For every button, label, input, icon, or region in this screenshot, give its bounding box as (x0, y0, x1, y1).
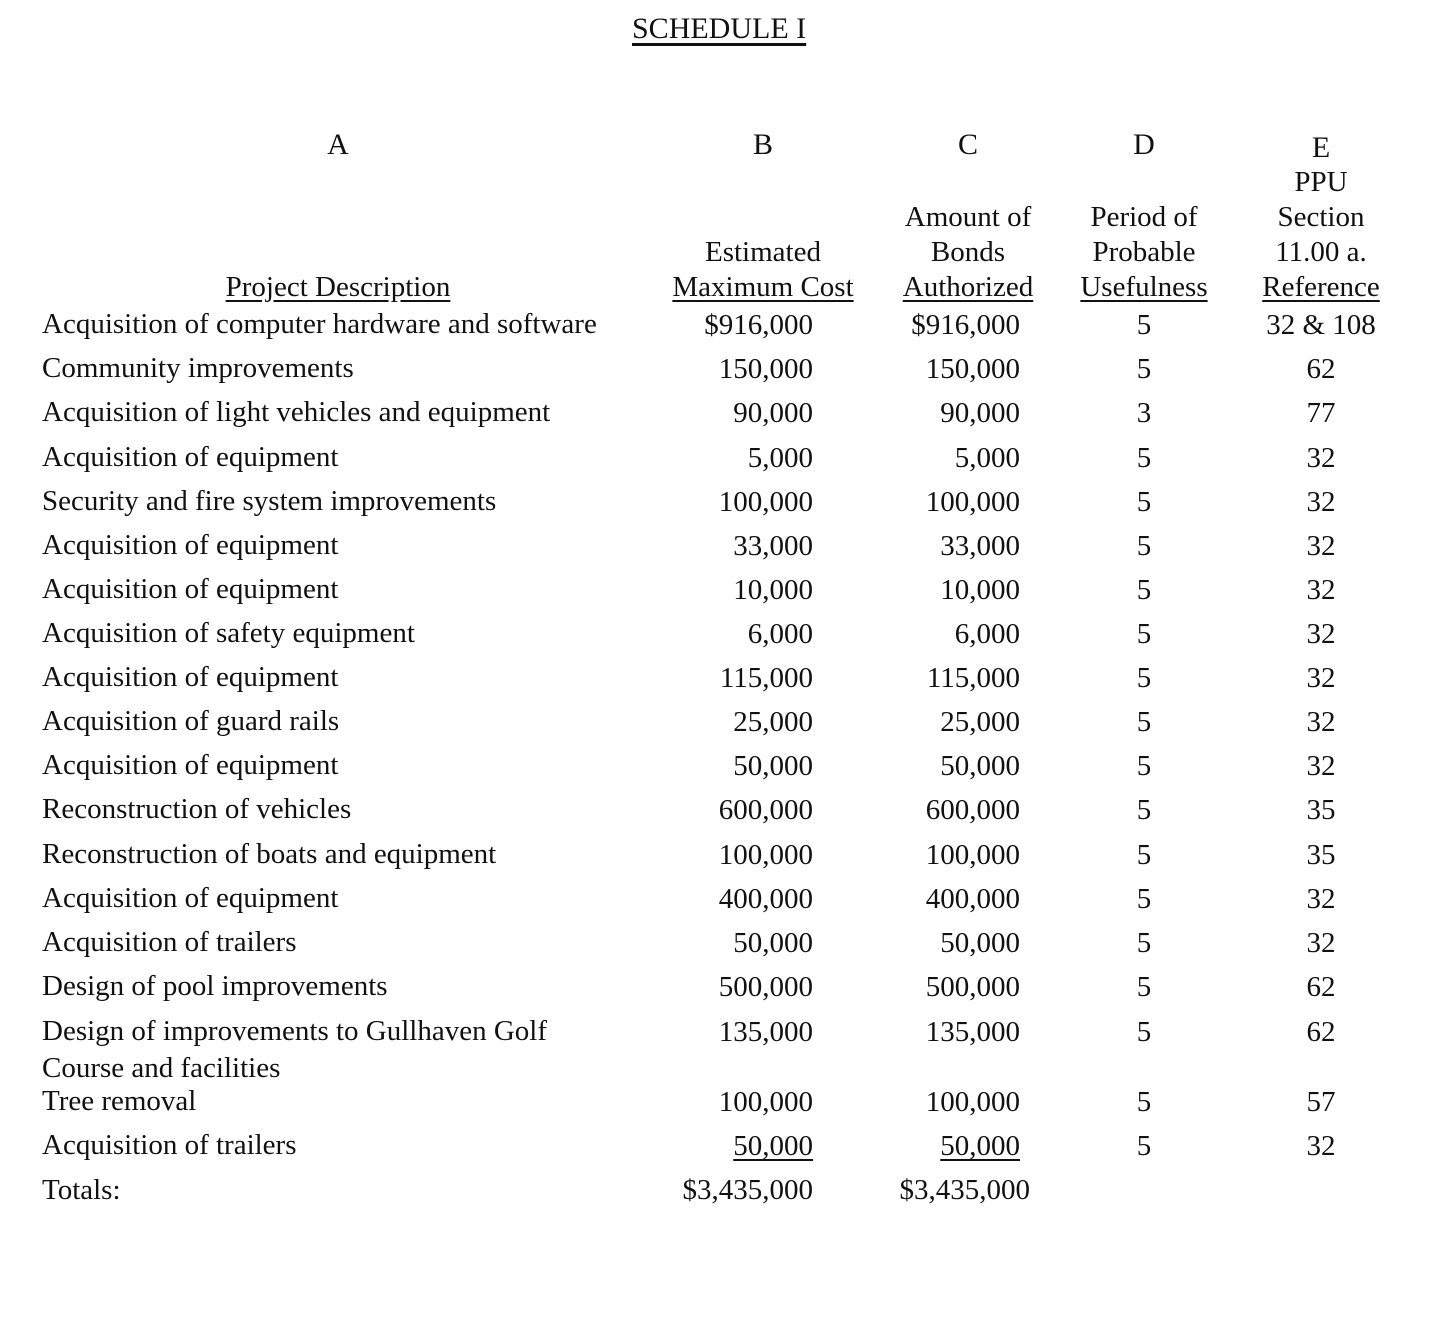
row-estimated-max-cost: 100,000 (718, 486, 813, 518)
row-estimated-max-cost: 6,000 (747, 618, 813, 650)
page-title: SCHEDULE I (632, 12, 807, 45)
row-bonds-authorized: 5,000 (954, 442, 1020, 474)
row-bonds-authorized: 150,000 (925, 353, 1020, 385)
row-description: Acquisition of equipment (42, 882, 339, 914)
row-estimated-max-cost: 33,000 (733, 530, 813, 562)
row-ppu-reference: 32 (1306, 750, 1336, 782)
row-ppu-reference: 32 & 108 (1266, 309, 1376, 341)
row-period-of-usefulness: 5 (1136, 574, 1152, 606)
row-period-of-usefulness: 5 (1136, 530, 1152, 562)
row-bonds-authorized: 50,000 (940, 927, 1020, 959)
column-letter-a: A (327, 128, 349, 161)
header-estimated-line1: Estimated (705, 236, 821, 268)
row-estimated-max-cost: 50,000 (733, 927, 813, 959)
row-bonds-authorized: 50,000 (940, 1130, 1020, 1162)
row-description: Acquisition of equipment (42, 661, 339, 693)
row-period-of-usefulness: 5 (1136, 662, 1152, 694)
row-period-of-usefulness: 5 (1136, 486, 1152, 518)
row-period-of-usefulness: 5 (1136, 1130, 1152, 1162)
totals-estimated-max-cost: $3,435,000 (682, 1174, 813, 1206)
row-description: Acquisition of equipment (42, 529, 339, 561)
row-estimated-max-cost: 500,000 (718, 971, 813, 1003)
row-ppu-reference: 32 (1306, 927, 1336, 959)
row-period-of-usefulness: 5 (1136, 618, 1152, 650)
row-period-of-usefulness: 5 (1136, 794, 1152, 826)
row-period-of-usefulness: 5 (1136, 706, 1152, 738)
header-bonds: Bonds (930, 236, 1006, 268)
row-period-of-usefulness: 5 (1136, 1086, 1152, 1118)
row-bonds-authorized: 400,000 (925, 883, 1020, 915)
row-ppu-reference: 57 (1306, 1086, 1336, 1118)
row-description: Reconstruction of boats and equipment (42, 838, 497, 870)
row-ppu-reference: 32 (1306, 574, 1336, 606)
row-estimated-max-cost: 10,000 (733, 574, 813, 606)
row-bonds-authorized: 600,000 (925, 794, 1020, 826)
row-period-of-usefulness: 5 (1136, 353, 1152, 385)
row-bonds-authorized: $916,000 (911, 309, 1020, 341)
row-ppu-reference: 32 (1306, 530, 1336, 562)
row-description: Acquisition of guard rails (42, 705, 340, 737)
row-estimated-max-cost: 100,000 (718, 1086, 813, 1118)
row-ppu-reference: 35 (1306, 794, 1336, 826)
row-ppu-reference: 32 (1306, 1130, 1336, 1162)
row-bonds-authorized: 115,000 (926, 662, 1020, 694)
row-bonds-authorized: 100,000 (925, 486, 1020, 518)
row-period-of-usefulness: 5 (1136, 971, 1152, 1003)
row-description: Acquisition of safety equipment (42, 617, 415, 649)
row-description: Acquisition of light vehicles and equipment (42, 396, 551, 428)
row-ppu-reference: 32 (1306, 618, 1336, 650)
row-ppu-reference: 32 (1306, 486, 1336, 518)
row-estimated-max-cost: 25,000 (733, 706, 813, 738)
row-estimated-max-cost: 50,000 (733, 750, 813, 782)
row-bonds-authorized: 33,000 (940, 530, 1020, 562)
header-project-description: Project Description (225, 271, 451, 303)
row-period-of-usefulness: 5 (1136, 839, 1152, 871)
row-period-of-usefulness: 5 (1136, 927, 1152, 959)
row-period-of-usefulness: 5 (1136, 750, 1152, 782)
row-description-continued: Course and facilities (42, 1052, 281, 1084)
row-ppu-reference: 77 (1306, 397, 1336, 429)
row-period-of-usefulness: 5 (1136, 442, 1152, 474)
row-ppu-reference: 32 (1306, 706, 1336, 738)
header-amount-of: Amount of (904, 201, 1032, 233)
column-letter-e: E (1311, 131, 1331, 164)
row-period-of-usefulness: 5 (1136, 883, 1152, 915)
header-period-of: Period of (1090, 201, 1198, 233)
header-maximum-cost: Maximum Cost (672, 271, 854, 303)
row-description: Acquisition of computer hardware and software (42, 308, 597, 340)
row-description: Tree removal (42, 1085, 197, 1117)
row-description: Acquisition of equipment (42, 441, 339, 473)
row-estimated-max-cost: 5,000 (747, 442, 813, 474)
row-ppu-reference: 32 (1306, 883, 1336, 915)
row-period-of-usefulness: 5 (1136, 309, 1152, 341)
row-description: Design of improvements to Gullhaven Golf (42, 1015, 547, 1047)
row-period-of-usefulness: 3 (1136, 397, 1152, 429)
header-section-number: 11.00 a. (1275, 236, 1367, 268)
row-period-of-usefulness: 5 (1136, 1016, 1152, 1048)
row-bonds-authorized: 10,000 (940, 574, 1020, 606)
row-ppu-reference: 62 (1306, 353, 1336, 385)
row-bonds-authorized: 50,000 (940, 750, 1020, 782)
row-estimated-max-cost: 150,000 (718, 353, 813, 385)
header-reference: Reference (1262, 271, 1380, 303)
row-estimated-max-cost: 115,000 (719, 662, 813, 694)
row-estimated-max-cost: 90,000 (733, 397, 813, 429)
row-ppu-reference: 35 (1306, 839, 1336, 871)
row-bonds-authorized: 25,000 (940, 706, 1020, 738)
row-estimated-max-cost: 400,000 (718, 883, 813, 915)
row-description: Acquisition of trailers (42, 926, 297, 958)
row-bonds-authorized: 6,000 (954, 618, 1020, 650)
row-estimated-max-cost: 600,000 (718, 794, 813, 826)
totals-label: Totals: (42, 1174, 121, 1206)
row-description: Design of pool improvements (42, 970, 388, 1002)
row-bonds-authorized: 100,000 (925, 1086, 1020, 1118)
header-authorized: Authorized (902, 271, 1034, 303)
column-letter-d: D (1133, 128, 1155, 161)
row-bonds-authorized: 90,000 (940, 397, 1020, 429)
row-bonds-authorized: 500,000 (925, 971, 1020, 1003)
row-bonds-authorized: 135,000 (925, 1016, 1020, 1048)
row-ppu-reference: 62 (1306, 1016, 1336, 1048)
header-probable: Probable (1092, 236, 1196, 268)
row-description: Acquisition of equipment (42, 749, 339, 781)
row-ppu-reference: 32 (1306, 442, 1336, 474)
row-description: Acquisition of trailers (42, 1129, 297, 1161)
header-usefulness: Usefulness (1080, 271, 1208, 303)
column-letter-c: C (957, 128, 978, 161)
column-letter-b: B (752, 128, 773, 161)
row-description: Acquisition of equipment (42, 573, 339, 605)
totals-bonds-authorized: $3,435,000 (899, 1174, 1030, 1206)
row-estimated-max-cost: $916,000 (704, 309, 813, 341)
header-section: Section (1277, 201, 1365, 233)
header-ppu: PPU (1294, 166, 1348, 198)
row-description: Community improvements (42, 352, 354, 384)
row-description: Security and fire system improvements (42, 485, 497, 517)
row-estimated-max-cost: 50,000 (733, 1130, 813, 1162)
row-ppu-reference: 62 (1306, 971, 1336, 1003)
row-description: Reconstruction of vehicles (42, 793, 352, 825)
row-estimated-max-cost: 135,000 (718, 1016, 813, 1048)
row-bonds-authorized: 100,000 (925, 839, 1020, 871)
row-ppu-reference: 32 (1306, 662, 1336, 694)
row-estimated-max-cost: 100,000 (718, 839, 813, 871)
